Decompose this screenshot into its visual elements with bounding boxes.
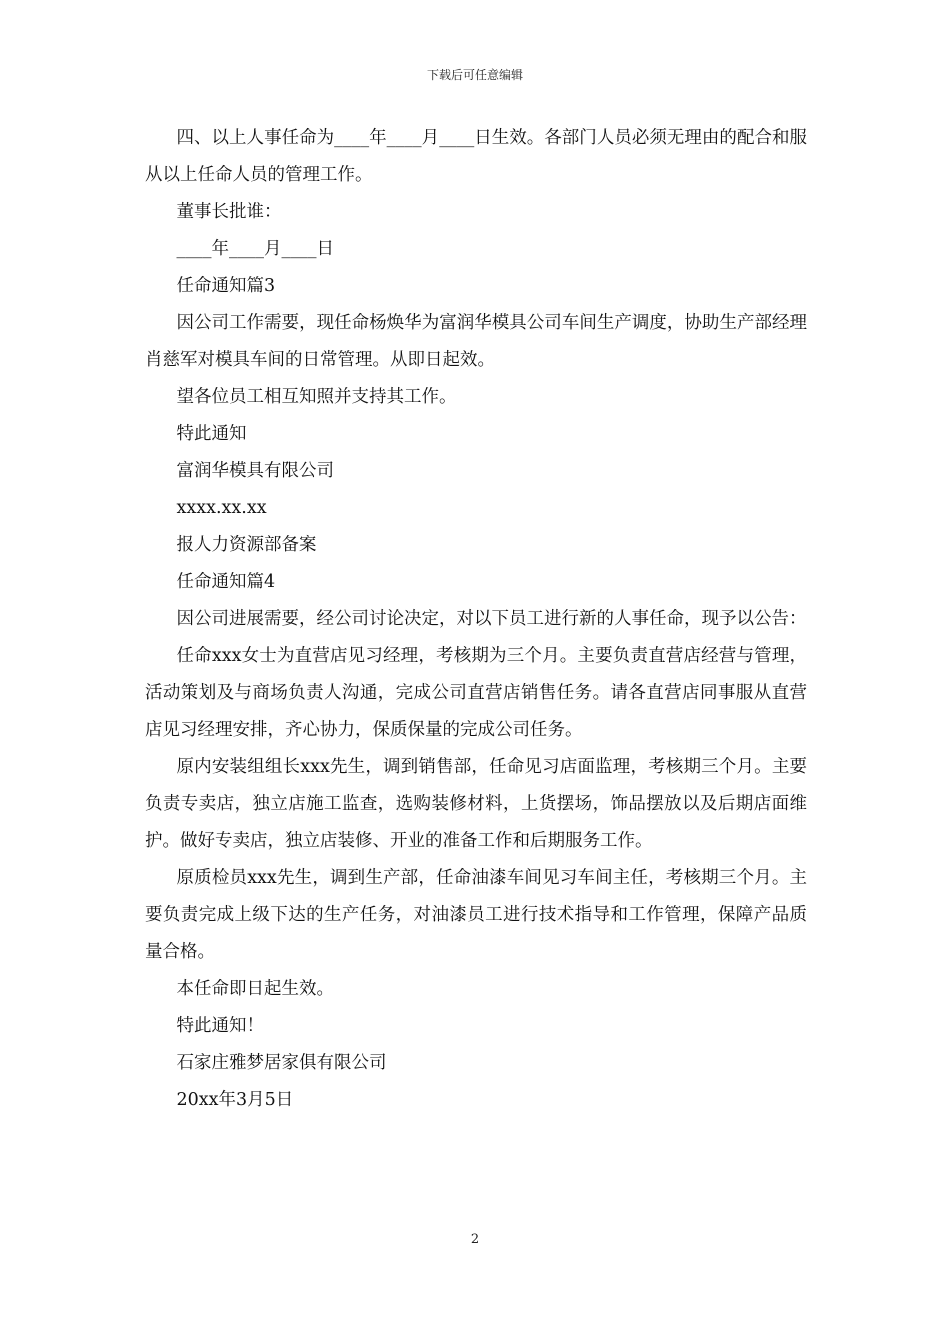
paragraph-company-name-4: 石家庄雅梦居家俱有限公司 <box>176 1053 387 1073</box>
paragraph-date-3: xxxx.xx.xx <box>176 498 267 518</box>
paragraph-date-4: 20xx年3月5日 <box>176 1090 294 1110</box>
paragraph-hereby-notice: 特此通知 <box>176 424 247 444</box>
document-body <box>145 120 807 1119</box>
paragraph-effective-date: 四、以上人事任命为____年____月____日生效。各部门人员必须无理由的配合和服从以上任命人员的管理工作。 <box>145 128 807 185</box>
paragraph-hr-filing: 报人力资源部备案 <box>176 535 317 555</box>
paragraph-date-blank: ____年____月____日 <box>176 239 334 259</box>
section-title-notice-4: 任命通知篇4 <box>176 572 276 592</box>
paragraph-support: 望各位员工相互知照并支持其工作。 <box>176 387 457 407</box>
page-number: 2 <box>470 1232 480 1247</box>
section-title-notice-3: 任命通知篇3 <box>176 276 276 296</box>
paragraph-company-name-3: 富润华模具有限公司 <box>176 461 334 481</box>
paragraph-appointment-supervisor: 原内安装组组长xxx先生，调到销售部，任命见习店面监理，考核期三个月。主要负责专卖店，独立店施工监查，选购装修材料，上货摆场，饰品摆放以及后期店面维护。做好专卖店，独立店装修、开业的准备工作和后期服务工作。 <box>145 757 807 851</box>
paragraph-appointment-3: 因公司工作需要，现任命杨焕华为富润华模具公司车间生产调度，协助生产部经理肖慈军对模具车间的日常管理。从即日起效。 <box>145 313 807 370</box>
paragraph-hereby-notice-4: 特此通知！ <box>176 1016 264 1036</box>
paragraph-intro-4: 因公司进展需要，经公司讨论决定，对以下员工进行新的人事任命，现予以公告： <box>176 609 807 629</box>
paragraph-chairman-approval: 董事长批谁： <box>176 202 282 222</box>
paragraph-effective-now: 本任命即日起生效。 <box>176 979 334 999</box>
paragraph-appointment-director: 原质检员xxx先生，调到生产部，任命油漆车间见习车间主任，考核期三个月。主要负责完成上级下达的生产任务，对油漆员工进行技术指导和工作管理，保障产品质量合格。 <box>145 868 807 962</box>
paragraph-appointment-manager: 任命xxx女士为直营店见习经理，考核期为三个月。主要负责直营店经营与管理，活动策划及与商场负责人沟通，完成公司直营店销售任务。请各直营店同事服从直营店见习经理安排，齐心协力，保质保量的完成公司任务。 <box>145 646 807 740</box>
page-header: 下载后可任意编辑 <box>426 68 523 82</box>
